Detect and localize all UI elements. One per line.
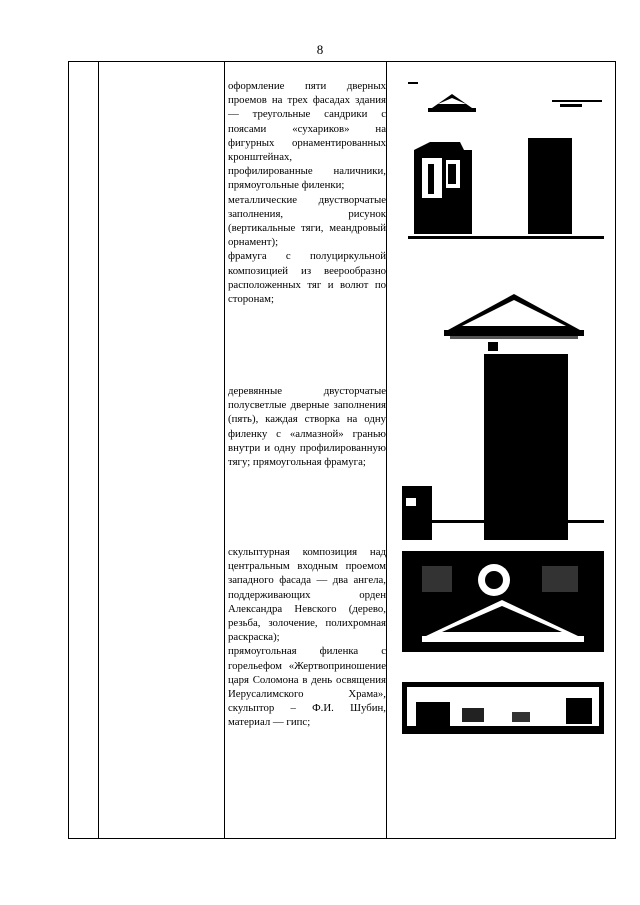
description-paragraph: деревянные двусторчатые полусветлые дверные заполнения (пять), каждая створка на одну филенку с «алмазной» гранью внутри и одну профилированную тягу; прямоугольная фрамуга; [228,385,386,469]
column-divider [386,62,387,838]
page-number: 8 [316,42,324,57]
photo-angels-sculpture [402,548,604,652]
photo-doorways [402,80,604,252]
description-paragraph: металлические двустворчатые заполнения, рисунок (вертикальные тяги, меандровый орнамент); [228,193,386,249]
description-paragraph: фрамуга с полуциркульной композицией из веерообразно расположенных тяг и волют по сторонам; [228,250,386,306]
description-paragraph: скульптурная композиция над центральным входным проемом западного фасада — два ангела, поддерживающих орден Александра Невского (дерево, резьба, золочение, полихромная раскраска); [228,546,386,644]
photo-relief-panel [402,682,604,734]
column-divider [224,62,225,838]
description-block-wooden-doors [228,384,386,469]
monument-table [68,61,616,839]
description-paragraph: прямоугольная филенка с горельефом «Жертвоприношение царя Соломона в день освящения Иерусалимского Храма», скульптор – Ф.И. Шубин, материал — гипс; [228,645,386,729]
column-divider [98,62,99,838]
description-paragraph: оформление пяти дверных проемов на трех фасадах здания — треугольные сандрики с поясами «сухариков» на фигурных орнаментированных кронштейнах, [228,80,386,164]
description-block-sculpture [228,545,386,730]
description-paragraph: профилированные наличники, прямоугольные филенки; [228,165,386,192]
photo-pediment-door [402,276,604,540]
description-block-doorways [228,79,386,306]
